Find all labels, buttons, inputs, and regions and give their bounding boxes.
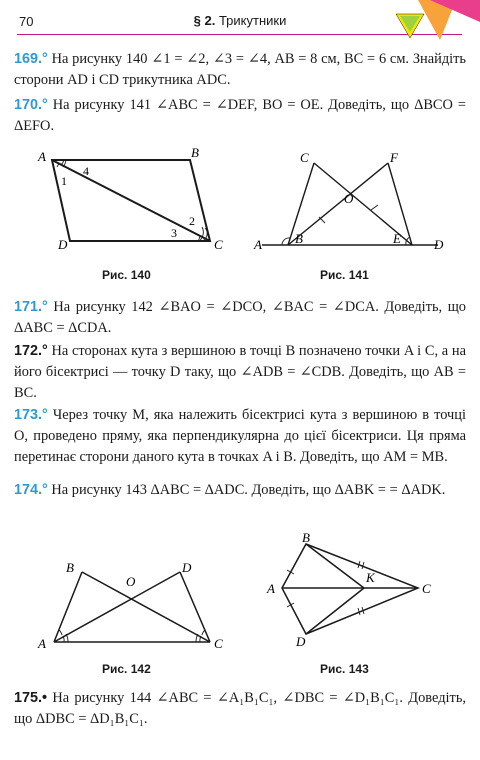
figure-140 <box>30 145 230 260</box>
label-K: K <box>366 570 375 585</box>
label-4: 4 <box>83 164 89 178</box>
problem-text: На рисунку 143 ΔABC = ΔADC. Доведіть, що ΔABK = = ΔADK. <box>51 482 446 498</box>
label-O: O <box>344 191 354 206</box>
section-name: Трикутники <box>218 13 287 28</box>
label-3: 3 <box>171 226 177 240</box>
caption-141: Рис. 141 <box>320 268 369 282</box>
figure-142 <box>32 560 232 655</box>
label-B: B <box>191 145 199 160</box>
problem-number: 169.° <box>14 51 48 67</box>
problem-text: Через точку M, яка належить бісектрисі кута з вершиною в точці O, проведено пряму, яка перпендикулярна до цієї бісектриси. Ця пряма перетинає сторони даного кута в точках A і B. Доведіть, що AM = MB. <box>14 407 466 465</box>
problem-172 <box>14 341 466 404</box>
caption-140: Рис. 140 <box>102 268 151 282</box>
label-D: D <box>182 560 192 575</box>
figure-143 <box>262 530 452 655</box>
caption-142: Рис. 142 <box>102 662 151 676</box>
figure-141 <box>248 145 460 260</box>
problem-175 <box>14 688 466 730</box>
label-A: A <box>38 636 46 651</box>
label-2: 2 <box>189 214 195 228</box>
problem-170 <box>14 95 466 137</box>
label-1: 1 <box>61 174 67 188</box>
label-C: C <box>214 636 223 651</box>
label-A: A <box>267 581 275 596</box>
problem-text: На сторонах кута з вершиною в точці B позначено точки A і C, а на його бісектрисі — точку D таку, що ∠ADB = ∠CDB. Доведіть, що AB = BC. <box>14 343 466 401</box>
problem-171 <box>14 297 466 339</box>
label-B: B <box>302 530 310 545</box>
problem-173 <box>14 405 466 468</box>
problem-169 <box>14 49 466 91</box>
problem-number: 174.° <box>14 482 48 498</box>
label-A: A <box>254 237 262 252</box>
label-D: D <box>58 237 68 252</box>
label-C: C <box>214 237 223 252</box>
label-C: C <box>300 150 309 165</box>
caption-143: Рис. 143 <box>320 662 369 676</box>
label-B: B <box>295 231 303 246</box>
problem-number: 171.° <box>14 299 48 315</box>
label-E: E <box>393 231 401 246</box>
decor-triangles-icon <box>396 0 480 42</box>
label-B: B <box>66 560 74 575</box>
problem-number: 170.° <box>14 97 48 113</box>
problem-number: 173.° <box>14 407 48 423</box>
label-D: D <box>434 237 444 252</box>
page-header <box>0 0 480 40</box>
label-F: F <box>390 150 398 165</box>
problem-text: На рисунку 142 ∠BAO = ∠DCO, ∠BAC = ∠DCA. Доведіть, що ΔABC = ΔCDA. <box>14 299 466 336</box>
label-D: D <box>296 634 306 649</box>
page-number: 70 <box>19 14 34 29</box>
label-O: O <box>126 574 136 589</box>
label-A: A <box>38 149 46 164</box>
problem-text: На рисунку 144 ∠ABC = ∠A₁B₁C₁, ∠DBC = ∠D₁B₁C₁. Доведіть, що ΔDBC = ΔD₁B₁C₁. <box>14 690 466 727</box>
problem-174 <box>14 480 466 501</box>
section-mark: § 2. <box>193 13 216 28</box>
problem-text: На рисунку 141 ∠ABC = ∠DEF, BO = OE. Доведіть, що ΔBCO = ΔEFO. <box>14 97 466 134</box>
problem-text: На рисунку 140 ∠1 = ∠2, ∠3 = ∠4, AB = 8 см, BC = 6 см. Знайдіть сторони AD і CD трикутника ADC. <box>14 51 466 88</box>
label-C: C <box>422 581 431 596</box>
problem-number: 172.° <box>14 343 48 359</box>
problem-number: 175.• <box>14 690 48 706</box>
